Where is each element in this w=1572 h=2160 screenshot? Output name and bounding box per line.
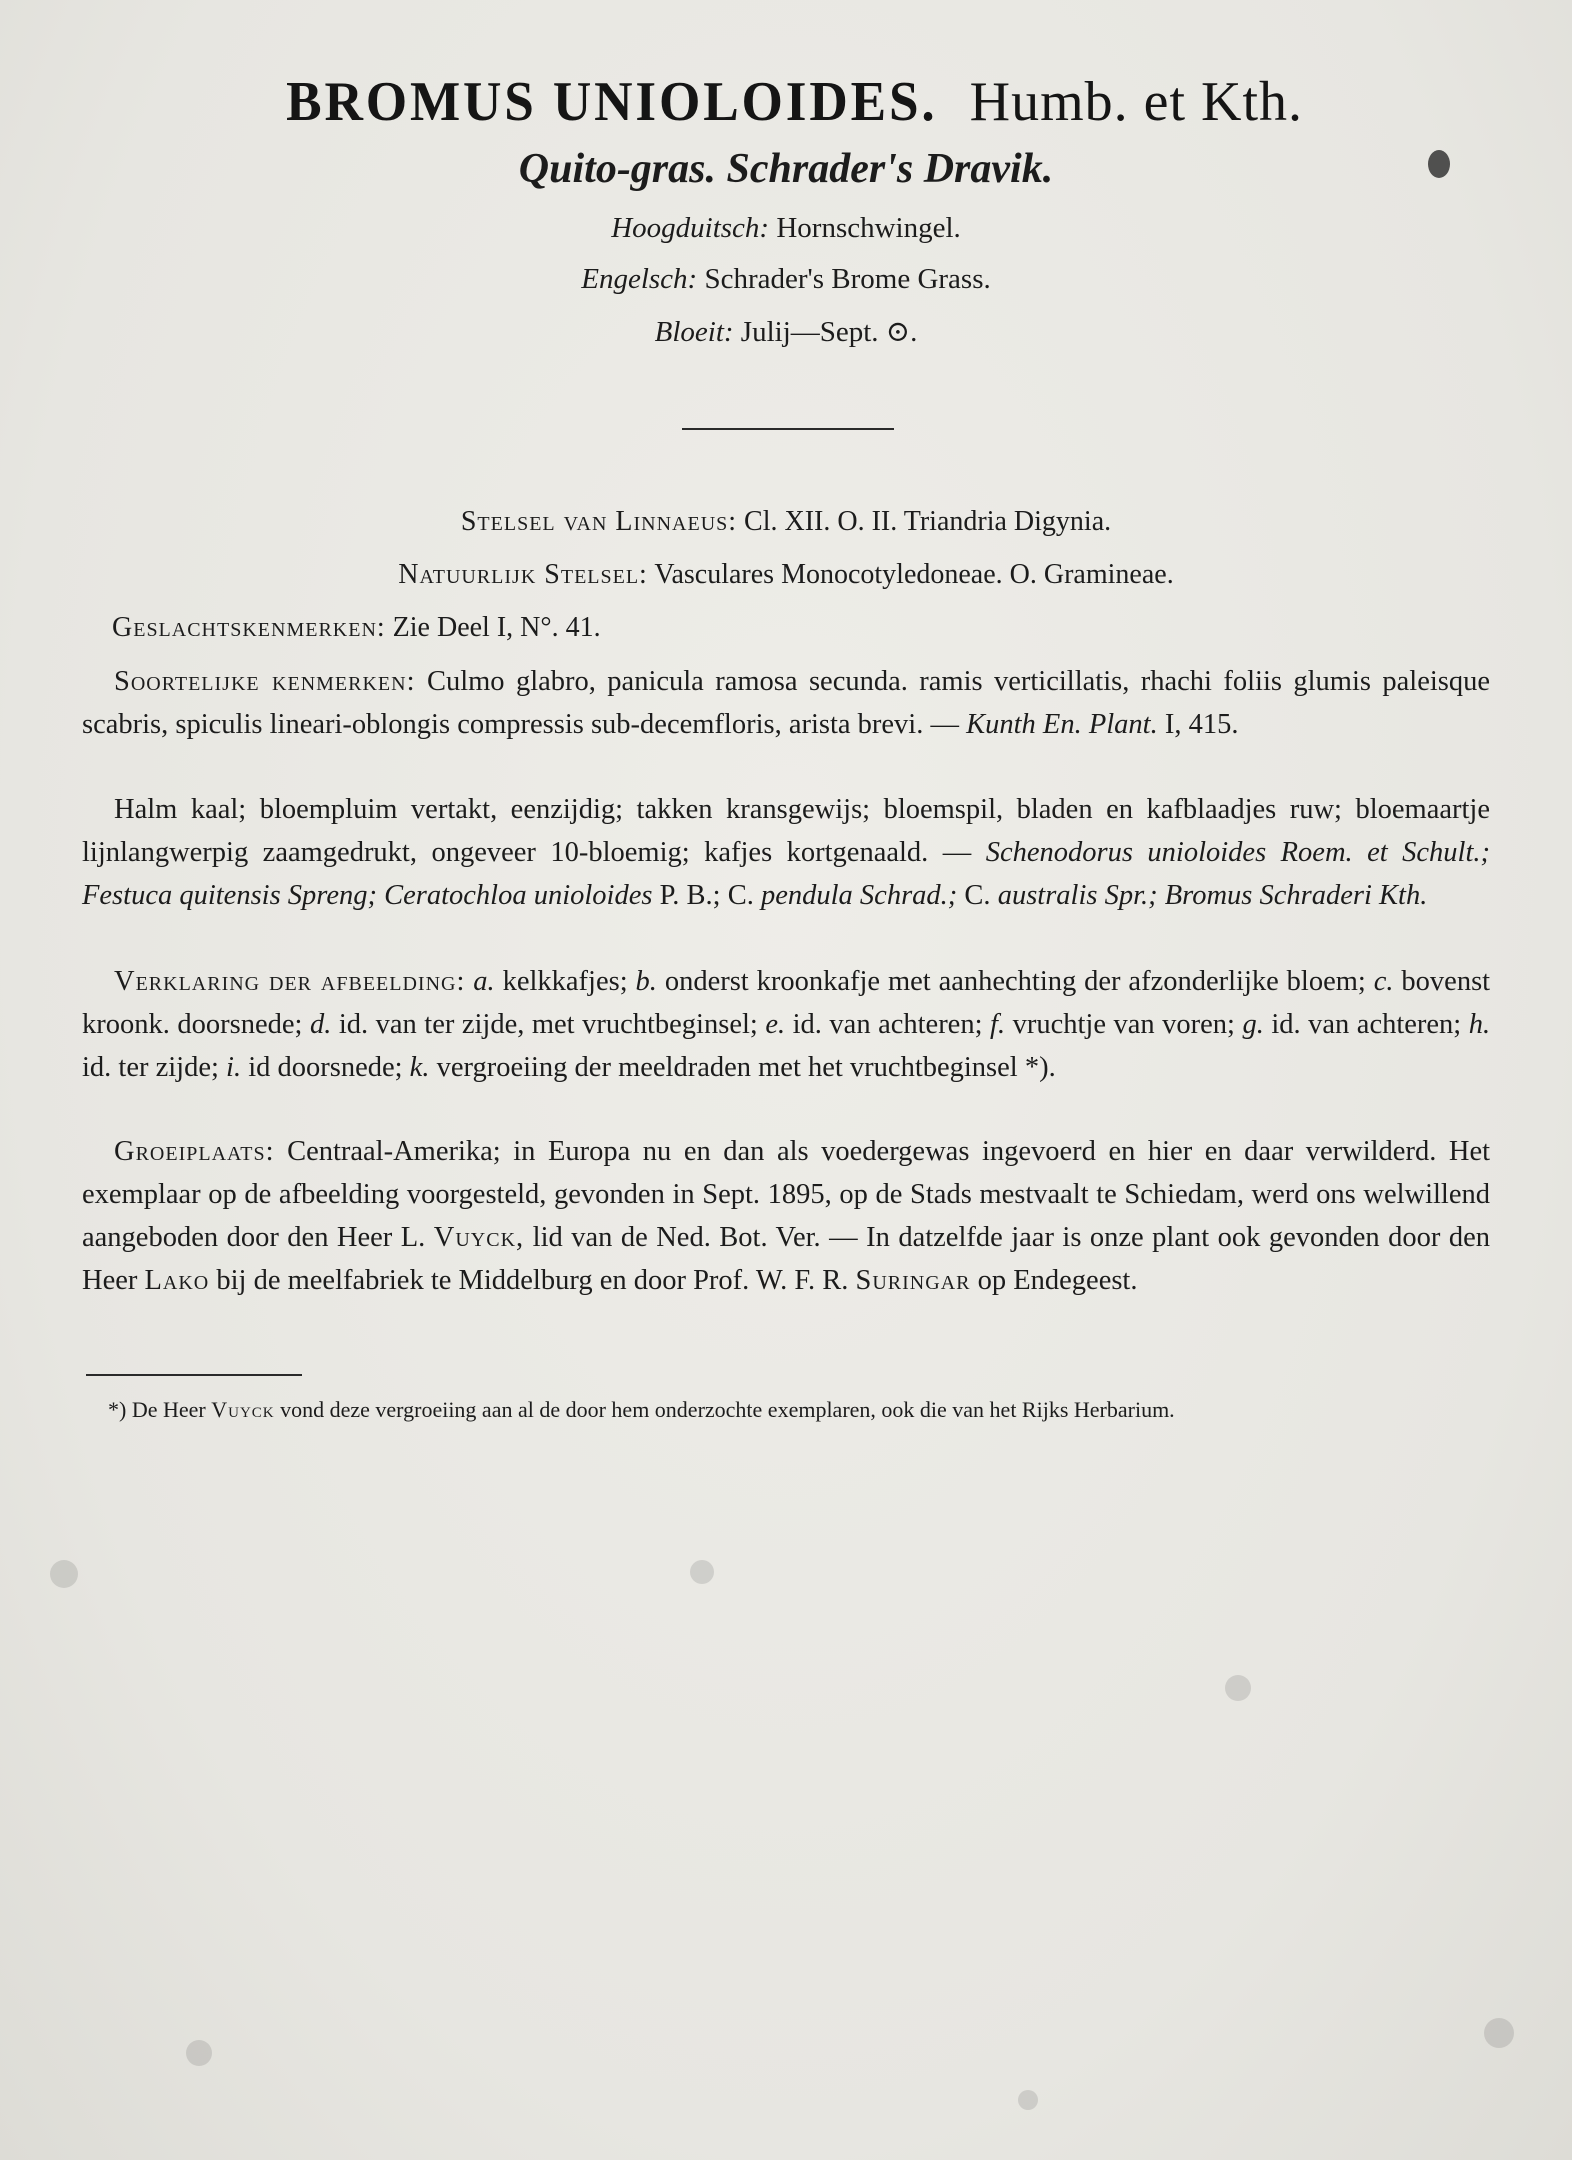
title-author: Humb. et Kth.: [969, 71, 1304, 133]
natural-value: Vasculares Monocotyledoneae. O. Gramineae.: [654, 559, 1174, 590]
paper-spot: [1225, 1675, 1251, 1701]
fig-letter-f: f.: [990, 1009, 1006, 1040]
linnaeus-value: Cl. XII. O. II. Triandria Digynia.: [744, 506, 1112, 537]
paper-spot: [186, 2040, 212, 2066]
linnaeus-label: Stelsel van Linnaeus:: [460, 506, 738, 537]
habitat-name-lako: Lako: [144, 1265, 210, 1296]
fig-text-b: onderst kroonkafje met aanhechting der afzonderlijke bloem;: [664, 966, 1366, 997]
section-divider: [682, 428, 894, 430]
flowering-label: Bloeit:: [654, 316, 734, 348]
paper-spot: [1018, 2090, 1038, 2110]
fig-text-a: kelkkafjes;: [502, 966, 628, 997]
species-label: Soortelijke kenmerken:: [114, 666, 416, 697]
natural-system: [0, 559, 1572, 591]
title-species: BROMUS UNIOLOIDES.: [286, 71, 938, 133]
page-title: [0, 70, 1572, 134]
synonyms-2: pendula Schrad.;: [760, 880, 958, 911]
fig-text-f: vruchtje van voren;: [1012, 1009, 1235, 1040]
habitat-paragraph: [82, 1130, 1490, 1302]
species-characters-paragraph: [82, 660, 1490, 746]
german-value: Hornschwingel.: [776, 212, 961, 244]
natural-label: Natuurlijk Stelsel:: [398, 559, 648, 590]
fig-letter-k: k.: [409, 1052, 430, 1083]
paper-spot: [690, 1560, 714, 1584]
fig-text-i: id doorsnede;: [248, 1052, 403, 1083]
paper-spot: [1428, 150, 1450, 178]
genus-value: Zie Deel I, N°. 41.: [392, 612, 601, 643]
fig-text-e: id. van achteren;: [792, 1009, 983, 1040]
paper-spot: [1484, 2018, 1514, 2048]
fig-text-k: vergroeiing der meeldraden met het vruchtbeginsel *).: [436, 1052, 1056, 1083]
paper-spot: [50, 1560, 78, 1588]
fig-text-d: id. van ter zijde, met vruchtbeginsel;: [338, 1009, 758, 1040]
flowering-value: Julij—Sept. ⊙.: [740, 316, 918, 348]
english-name-line: [0, 263, 1572, 296]
fig-letter-d: d.: [309, 1009, 332, 1040]
halm-text: Halm kaal; bloempluim vertakt, eenzijdig; takken kransgewijs; bloemspil, bladen en kafblaadjes ruw; bloemaartje lijnlangwerpig zaamgedrukt, ongeveer 10-bloemig; kafjes kortgenaald. —: [82, 794, 1490, 868]
dutch-description-paragraph: [82, 788, 1490, 917]
fig-letter-i: i.: [226, 1052, 242, 1083]
footnote-divider: [86, 1374, 302, 1376]
genus-characters: [112, 612, 601, 644]
footnote: [108, 1397, 1488, 1423]
german-label: Hoogduitsch:: [611, 212, 770, 244]
synonyms-1-plain: P. B.; C.: [659, 880, 754, 911]
english-value: Schrader's Brome Grass.: [704, 263, 991, 295]
synonyms-3: australis Spr.; Bromus Schraderi Kth.: [997, 880, 1428, 911]
habitat-text-3: bij de meelfabriek te Middelburg en door Prof. W. F. R.: [216, 1265, 849, 1296]
figure-explanation-paragraph: [82, 960, 1490, 1089]
footnote-text-1: De Heer: [131, 1397, 206, 1422]
genus-label: Geslachtskenmerken:: [112, 612, 386, 643]
habitat-text-4: op Endegeest.: [977, 1265, 1138, 1296]
synonyms-2-plain: C.: [964, 880, 991, 911]
footnote-mark: *): [108, 1397, 127, 1422]
habitat-name-vuyck: Vuyck,: [433, 1222, 525, 1253]
flowering-line: [0, 314, 1572, 349]
fig-letter-e: e.: [765, 1009, 786, 1040]
explanation-label: Verklaring der afbeelding:: [114, 966, 466, 997]
fig-letter-a: a.: [473, 966, 495, 997]
page-subtitle: Quito-gras. Schrader's Dravik.: [518, 146, 1054, 192]
habitat-name-suringar: Suringar: [855, 1265, 971, 1296]
footnote-name: Vuyck: [211, 1397, 275, 1422]
english-label: Engelsch:: [581, 263, 698, 295]
footnote-text-2: vond deze vergroeiing aan al de door hem onderzochte exemplaren, ook die van het Rijks Herbarium.: [280, 1397, 1175, 1422]
species-text: Culmo glabro, panicula ramosa secunda. ramis verticillatis, rhachi foliis glumis paleisque scabris, spiculis lineari-oblongis compressis sub-decemfloris, arista brevi. —: [82, 666, 1490, 740]
fig-letter-c: c.: [1373, 966, 1394, 997]
fig-text-g: id. van achteren;: [1271, 1009, 1462, 1040]
fig-letter-h: h.: [1468, 1009, 1491, 1040]
habitat-label: Groeiplaats:: [114, 1136, 275, 1167]
fig-text-h: id. ter zijde;: [82, 1052, 219, 1083]
habitat-text-1: Centraal-Amerika; in Europa nu en dan als voedergewas ingevoerd en hier en daar verwilderd. Het exemplaar op de afbeelding voorgesteld, gevonden in Sept. 1895, op de Stads mestvaalt te Schiedam, werd ons welwillend aangeboden door den Heer L.: [82, 1136, 1491, 1253]
linnaeus-system: [0, 506, 1572, 538]
fig-text-c: bovenst kroonk. doorsnede;: [82, 966, 1491, 1040]
german-name-line: [0, 212, 1572, 245]
species-ref-title: Kunth En. Plant.: [966, 709, 1158, 740]
fig-letter-b: b.: [635, 966, 657, 997]
habitat-text-2: lid van de Ned. Bot. Ver. — In datzelfde jaar is onze plant ook gevonden door den Heer: [82, 1222, 1491, 1296]
synonyms-1: Schenodorus unioloides Roem. et Schult.; Festuca quitensis Spreng; Ceratochloa unioloides: [82, 837, 1491, 911]
fig-letter-g: g.: [1242, 1009, 1264, 1040]
species-ref-page: I, 415.: [1164, 709, 1239, 740]
